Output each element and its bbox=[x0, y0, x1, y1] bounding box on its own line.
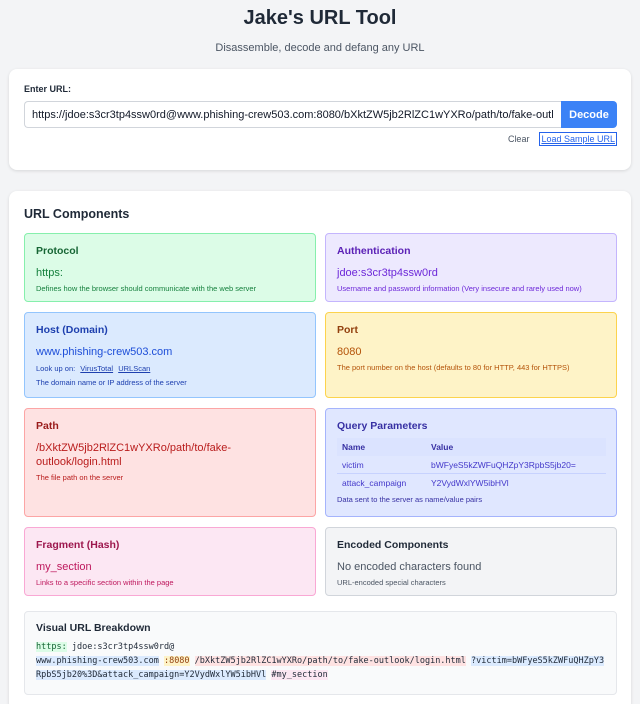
fragment-value: my_section bbox=[36, 561, 92, 573]
query-table bbox=[337, 438, 606, 491]
lookup-label: Look up on: bbox=[36, 364, 76, 373]
query-param-value: Y2VydWxlYW5ibHVl bbox=[431, 478, 509, 488]
query-param-value: bWFyeS5kZWFuQHZpY3RpbS5jb20= bbox=[426, 456, 606, 474]
table-row bbox=[337, 474, 606, 492]
visual-protocol: https: bbox=[36, 642, 67, 652]
decode-button[interactable]: Decode bbox=[561, 101, 617, 128]
host-name: Host (Domain) bbox=[36, 324, 108, 336]
visual-fragment: #my_section bbox=[271, 670, 328, 680]
query-name: Query Parameters bbox=[337, 420, 428, 432]
visual-port: :8080 bbox=[163, 656, 190, 666]
encoded-name: Encoded Components bbox=[337, 539, 449, 551]
visual-query: ?victim=bWFyeS5kZWFuQHZpY3RpbS5jb20%3D&attack_campaign=Y2VydWxlYW5ibHVl bbox=[36, 656, 605, 680]
path-value: /bXktZW5jb2RlZC1wYXRo/path/to/fake-outlook/login.html bbox=[36, 442, 232, 468]
query-desc: Data sent to the server as name/value pairs bbox=[337, 495, 483, 504]
auth-panel bbox=[325, 233, 617, 302]
visual-host: www.phishing-crew503.com bbox=[36, 656, 159, 666]
encoded-desc: URL-encoded special characters bbox=[337, 578, 446, 587]
encoded-panel bbox=[325, 527, 617, 596]
host-panel bbox=[24, 312, 316, 398]
visual-breakdown-title: Visual URL Breakdown bbox=[36, 622, 151, 634]
port-name: Port bbox=[337, 324, 358, 336]
path-panel bbox=[24, 408, 316, 517]
page-header bbox=[0, 0, 640, 55]
query-param-name: attack_campaign bbox=[342, 478, 407, 488]
query-header-name: Name bbox=[337, 438, 426, 456]
host-lookup bbox=[36, 364, 304, 374]
query-table-header bbox=[337, 438, 606, 456]
encoded-value: No encoded characters found bbox=[337, 561, 482, 573]
host-desc: The domain name or IP address of the server bbox=[36, 378, 187, 387]
auth-value: jdoe:s3cr3tp4ssw0rd bbox=[337, 267, 438, 279]
url-input-label: Enter URL: bbox=[24, 84, 71, 94]
protocol-name: Protocol bbox=[36, 245, 79, 257]
load-sample-url-button[interactable]: Load Sample URL bbox=[541, 134, 615, 144]
visual-breakdown-code bbox=[36, 640, 605, 682]
auth-desc: Username and password information (Very insecure and rarely used now) bbox=[337, 284, 582, 293]
query-header-value: Value bbox=[426, 438, 606, 456]
page-subtitle: Disassemble, decode and defang any URL bbox=[215, 42, 425, 54]
fragment-name: Fragment (Hash) bbox=[36, 539, 120, 551]
query-param-name: victim bbox=[337, 456, 426, 474]
protocol-value: https: bbox=[36, 267, 63, 279]
table-row bbox=[337, 456, 606, 474]
url-input[interactable] bbox=[24, 101, 561, 128]
fragment-panel bbox=[24, 527, 316, 596]
port-value: 8080 bbox=[337, 346, 362, 358]
port-panel bbox=[325, 312, 617, 398]
urlscan-link[interactable]: URLScan bbox=[118, 364, 151, 373]
url-input-card bbox=[9, 69, 631, 170]
protocol-desc: Defines how the browser should communicate with the web server bbox=[36, 284, 257, 293]
section-title: URL Components bbox=[24, 207, 130, 221]
protocol-panel bbox=[24, 233, 316, 302]
clear-button[interactable]: Clear bbox=[507, 134, 530, 144]
visual-path: /bXktZW5jb2RlZC1wYXRo/path/to/fake-outlook/login.html bbox=[194, 656, 466, 666]
query-panel bbox=[325, 408, 617, 517]
virustotal-link[interactable]: VirusTotal bbox=[80, 364, 114, 373]
port-desc: The port number on the host (defaults to 80 for HTTP, 443 for HTTPS) bbox=[337, 363, 570, 372]
visual-breakdown-panel bbox=[24, 611, 617, 695]
url-components-card bbox=[9, 191, 631, 704]
visual-auth: jdoe:s3cr3tp4ssw0rd@ bbox=[71, 642, 175, 652]
path-desc: The file path on the server bbox=[36, 473, 124, 482]
auth-name: Authentication bbox=[337, 245, 411, 257]
path-name: Path bbox=[36, 420, 59, 432]
fragment-desc: Links to a specific section within the page bbox=[36, 578, 174, 587]
host-value: www.phishing-crew503.com bbox=[36, 346, 173, 358]
input-actions bbox=[508, 132, 617, 146]
page-title: Jake's URL Tool bbox=[243, 7, 397, 29]
url-input-row bbox=[24, 101, 617, 128]
